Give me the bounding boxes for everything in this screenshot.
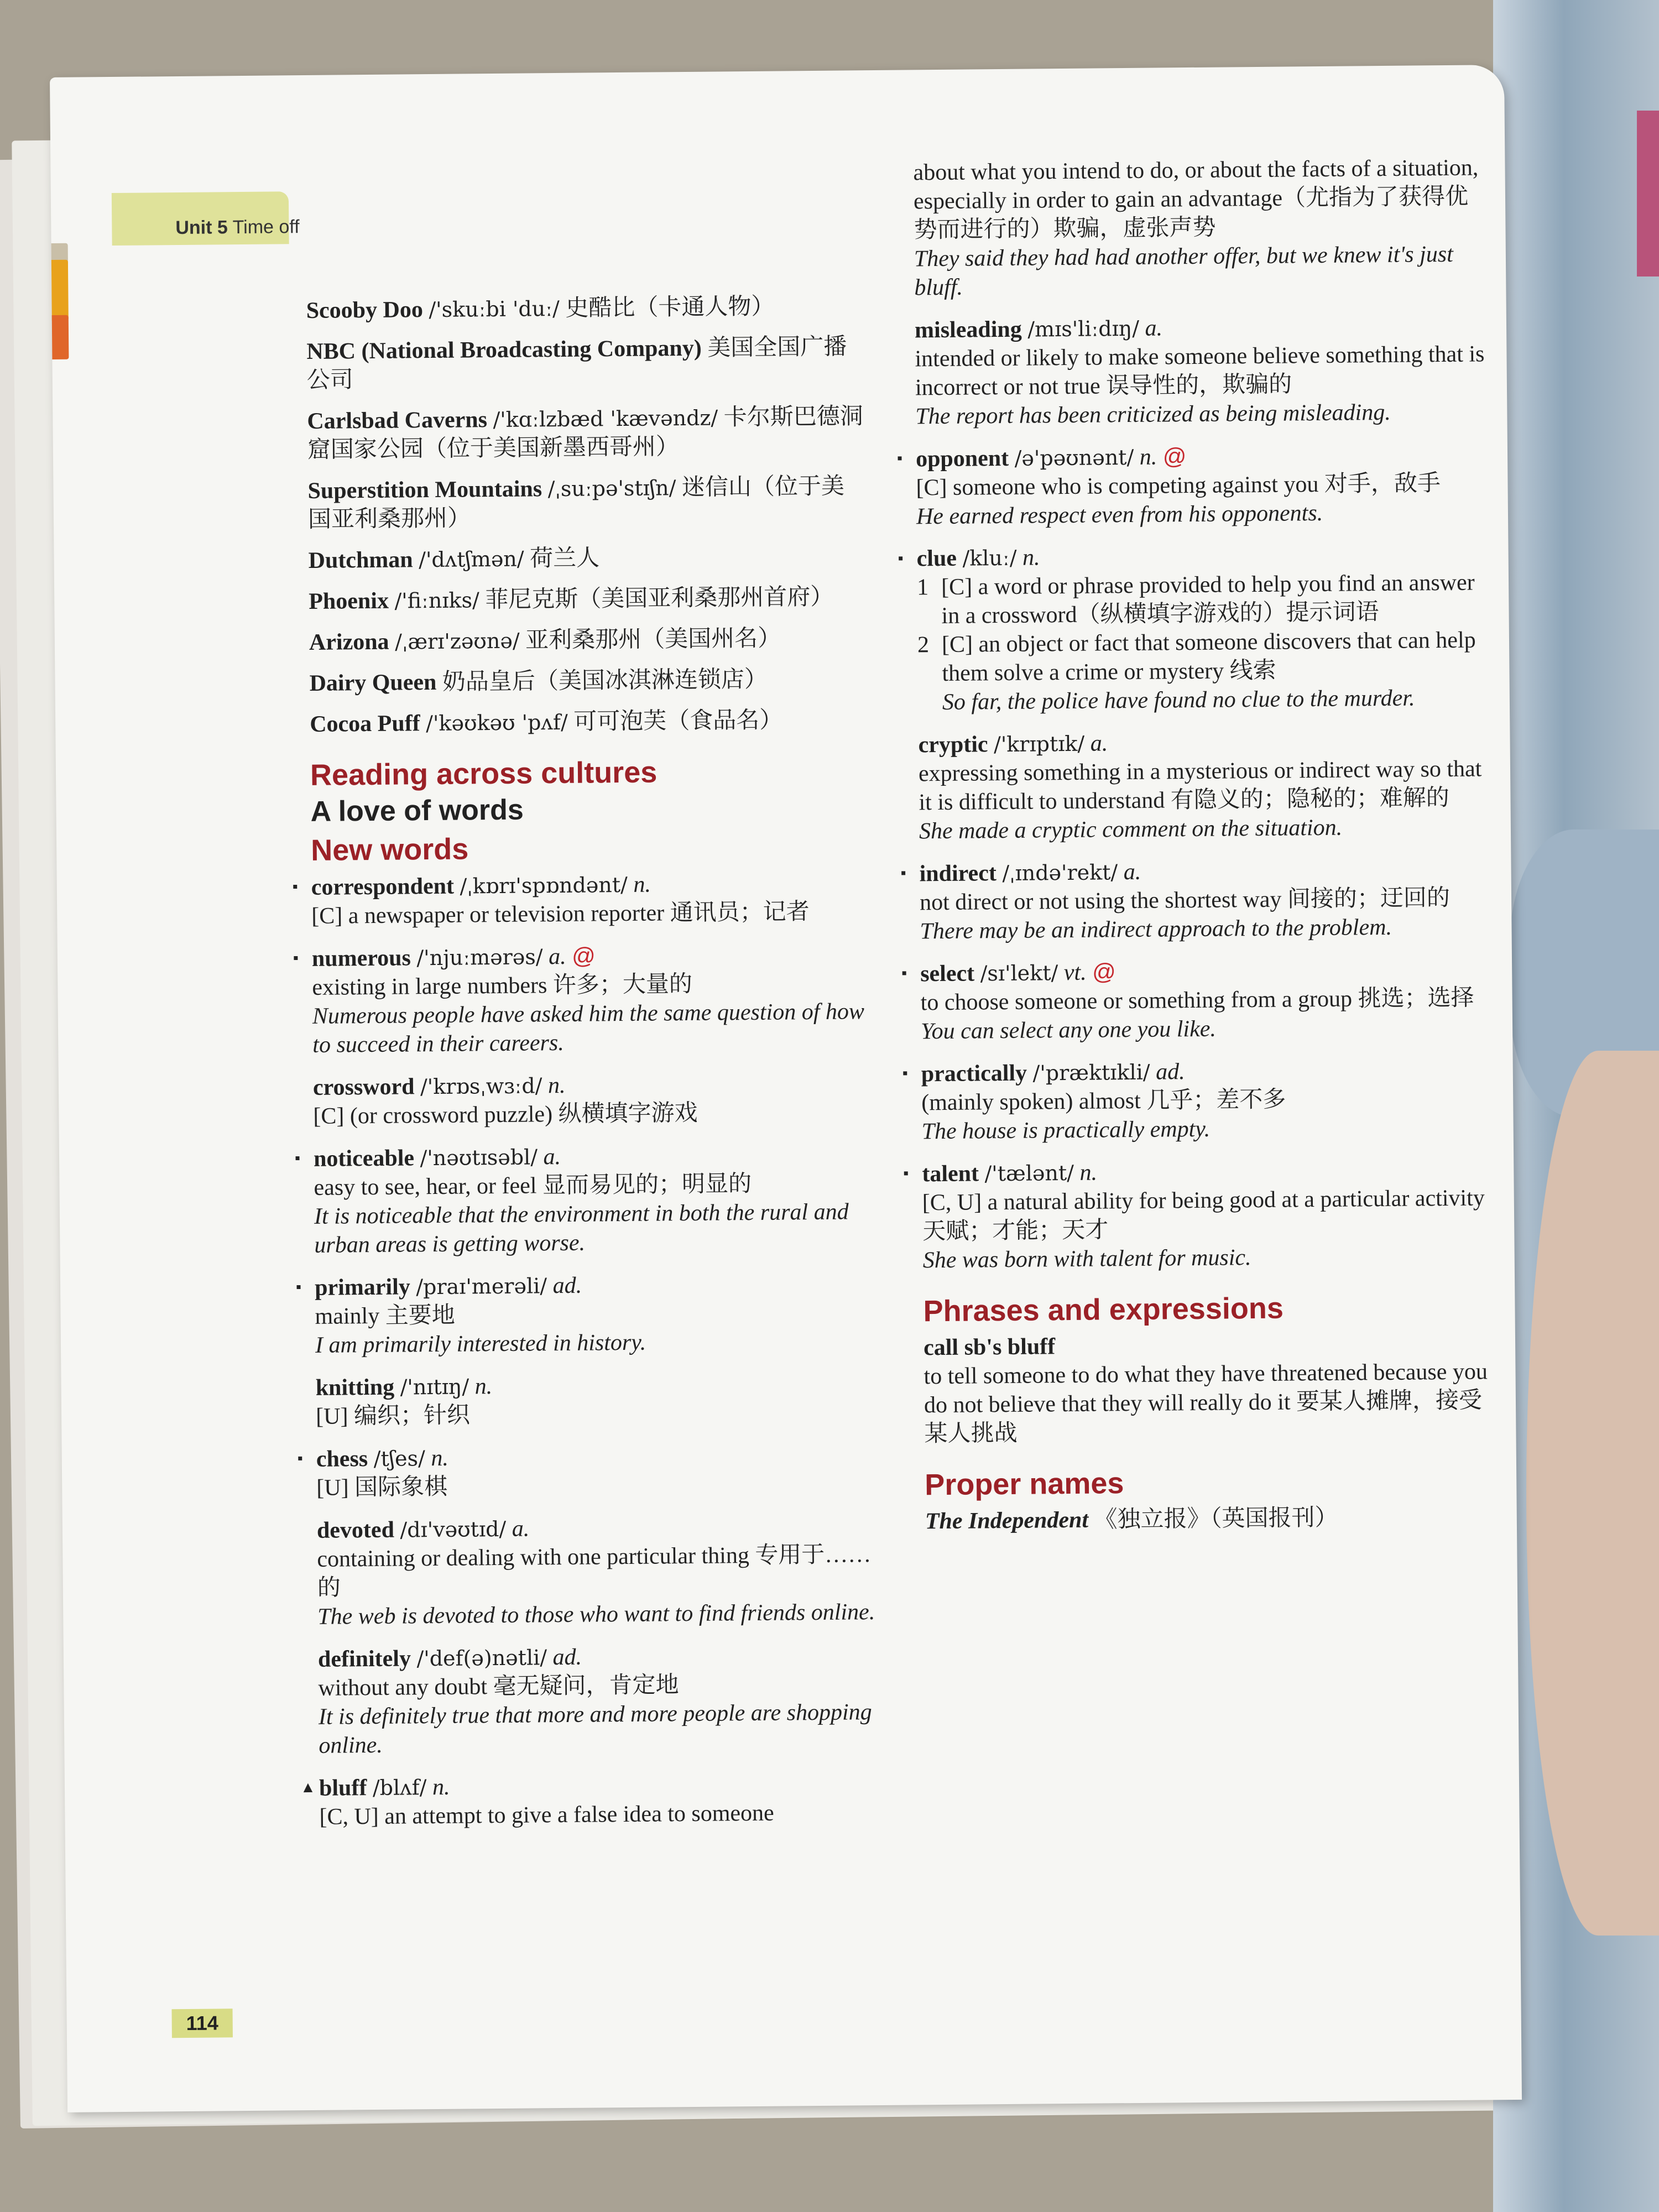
proper-name-en: Arizona	[309, 629, 389, 655]
proper-name-en: The Independent	[925, 1507, 1089, 1535]
entry-pos: vt.	[1063, 959, 1087, 986]
dictionary-entry	[902, 1054, 1497, 1146]
proper-name-en: Dutchman	[308, 547, 413, 573]
dictionary-entry	[313, 1068, 872, 1131]
proper-name-zh: 奶品皇后（美国冰淇淋连锁店）	[442, 666, 768, 695]
entry-at-icon: @	[1092, 958, 1116, 985]
unit-header	[175, 216, 300, 239]
entry-headword: knitting	[315, 1374, 395, 1401]
proper-name-item	[310, 705, 868, 739]
entry-pos: a.	[543, 1144, 561, 1170]
entry-headword: correspondent	[311, 873, 455, 900]
proper-name-pronunciation: /ˌsuːpə'stɪʃn/	[547, 476, 676, 502]
unit-number: Unit 5	[175, 217, 228, 239]
entry-pos: n.	[547, 1072, 566, 1099]
entry-at-icon: @	[571, 942, 596, 969]
entry-pos: n.	[633, 872, 651, 898]
entry-pronunciation: /ˌɪndə'rekt/	[1002, 860, 1118, 886]
proper-name-item	[306, 291, 864, 325]
proper-name-zh: 菲尼克斯（美国亚利桑那州首府）	[485, 584, 834, 613]
entry-definition: [C] (or crossword puzzle) 纵横填字游戏	[313, 1100, 698, 1129]
sense-number: 1	[916, 575, 929, 601]
proper-name-pronunciation: /'fiːnɪks/	[394, 588, 480, 613]
entry-headword: primarily	[314, 1274, 410, 1301]
entry-headword: cryptic	[918, 732, 988, 758]
entry-example: She made a cryptic comment on the situation.	[919, 815, 1343, 844]
entry-clue	[898, 539, 1493, 717]
entry-headword: misleading	[914, 316, 1022, 343]
clue-sense	[917, 568, 1493, 630]
proper-name-zh: 可可泡芙（食品名）	[573, 707, 783, 735]
entry-headword: bluff	[319, 1775, 367, 1801]
entry-bullet: ▪	[898, 550, 904, 567]
sense-example: So far, the police have found no clue to the murder.	[942, 685, 1415, 715]
proper-name-zh: 史酷比（卡通人物）	[565, 294, 775, 321]
entry-headword: talent	[922, 1161, 979, 1187]
entry-example: The house is practically empty.	[921, 1116, 1211, 1145]
entry-example: The web is devoted to those who want to find friends online.	[317, 1599, 875, 1630]
proper-name-en: Cocoa Puff	[310, 711, 420, 737]
proper-name-zh: 荷兰人	[529, 545, 600, 572]
proper-name-item	[306, 332, 865, 395]
proper-name-pronunciation: /'dʌtʃmən/	[418, 546, 524, 572]
dictionary-entry	[294, 1139, 873, 1260]
proper-name-item	[309, 582, 867, 616]
proper-name-zh: 卡尔斯巴德洞窟国家公园（位于美国新墨西哥州）	[307, 404, 863, 463]
entry-pronunciation: /'nɪtɪŋ/	[400, 1374, 469, 1400]
entry-example: She was born with talent for music.	[922, 1245, 1251, 1274]
entry-pronunciation: /'def(ə)nətli/	[416, 1645, 547, 1671]
entry-pos: a.	[512, 1516, 530, 1542]
entry-pos: n.	[1139, 444, 1157, 470]
entry-pronunciation: /ə'pəʊnənt/	[1014, 445, 1134, 471]
entries-right	[896, 310, 1491, 531]
entry-example: It is definitely true that more and more people are shopping online.	[318, 1699, 872, 1759]
entry-definition: without any doubt 毫无疑问，肯定地	[318, 1672, 679, 1701]
entry-bullet: ▪	[900, 864, 906, 882]
entry-bullet: ▪	[297, 1450, 303, 1468]
dictionary-entry	[900, 854, 1495, 946]
clue-senses	[917, 568, 1493, 717]
proper-name-item	[307, 402, 866, 465]
entry-definition: existing in large numbers 许多；大量的	[312, 971, 693, 1000]
entry-pronunciation: /tʃes/	[373, 1446, 426, 1471]
entry-headword: indirect	[919, 860, 997, 887]
proper-name-en: Scooby Doo	[306, 297, 424, 324]
entry-pronunciation: /mɪs'liːdɪŋ/	[1027, 316, 1140, 342]
entry-headword: select	[920, 961, 975, 987]
entry-bullet: ▪	[902, 1065, 908, 1082]
proper-name-en: Dairy Queen	[309, 669, 437, 696]
entry-bullet: ▪	[293, 950, 299, 967]
entry-definition: [U] 国际象棋	[316, 1474, 448, 1501]
entry-headword: practically	[921, 1060, 1027, 1087]
entry-pronunciation: /'tælənt/	[984, 1160, 1074, 1186]
entry-definition: (mainly spoken) almost 几乎；差不多	[921, 1087, 1286, 1116]
dictionary-entry	[318, 1640, 878, 1760]
entry-pos: a.	[1123, 859, 1141, 885]
entry-headword: devoted	[316, 1517, 395, 1543]
entry-example: He earned respect even from his opponents.	[916, 500, 1323, 530]
entry-pos: n.	[431, 1445, 449, 1472]
entry-pronunciation: /sɪ'lekt/	[980, 961, 1058, 986]
entry-bullet: ▪	[901, 964, 907, 982]
proper-name-en: Superstition Mountains	[307, 476, 542, 504]
proper-name-zh: 迷信山（位于美国亚利桑那州）	[307, 473, 845, 533]
proper-name-zh: 美国全国广播公司	[306, 334, 847, 393]
phrase-headword: call sb's bluff	[923, 1334, 1056, 1361]
proper-name-pronunciation: /'skuːbi 'duː/	[429, 296, 560, 322]
section-heading-phrases: Phrases and expressions	[923, 1291, 1284, 1328]
entry-bullet: ▪	[295, 1279, 302, 1296]
proper-name-item	[309, 623, 868, 657]
entry-definition: easy to see, hear, or feel 显而易见的；明显的	[314, 1171, 752, 1201]
dictionary-entry	[903, 1154, 1498, 1275]
entry-definition: mainly 主要地	[315, 1302, 455, 1329]
side-tab	[50, 315, 69, 359]
entry-pos: a.	[1090, 731, 1108, 757]
entry-example: I am primarily interested in history.	[315, 1329, 646, 1358]
entry-bullet: ▪	[292, 878, 298, 896]
entry-definition: not direct or not using the shortest way 间接的；迂回的	[919, 885, 1451, 916]
entry-pos: n.	[474, 1374, 493, 1400]
entry-bullet: ▲	[300, 1778, 316, 1797]
entry-bullet: ▪	[896, 450, 903, 467]
entry-example: It is noticeable that the environment in both the rural and urban areas is getting worse.	[314, 1199, 849, 1258]
dictionary-entry	[896, 439, 1491, 531]
entry-headword: chess	[316, 1446, 368, 1472]
entry-pronunciation: /kluː/	[962, 545, 1017, 571]
proper-name-en: Carlsbad Caverns	[307, 407, 488, 434]
entry-definition: intended or likely to make someone believe something that is incorrect or not true 误导性的，欺骗的	[915, 341, 1485, 401]
clue-sense	[917, 625, 1493, 717]
proper-name-zh: 《独立报》（英国报刊）	[1094, 1505, 1338, 1533]
entry-definition: [C, U] an attempt to give a false idea to someone	[319, 1800, 774, 1830]
sense-number: 2	[917, 632, 930, 658]
entry-definition: about what you intend to do, or about the facts of a situation, especially in order to gain an advantage（尤指为了获得优势而进行的）欺骗，虚张声势	[913, 155, 1479, 243]
proper-name-bottom	[925, 1502, 1500, 1536]
entry-definition: [C] a newspaper or television reporter 通讯员；记者	[311, 899, 810, 929]
sense-definition: [C] an object or fact that someone discovers that can help them solve a crime or mystery 线索	[941, 627, 1476, 686]
proper-name-pronunciation: /'kəʊkəʊ 'pʌf/	[425, 709, 568, 736]
entry-pos: n.	[1022, 545, 1040, 571]
dictionary-entry	[293, 939, 872, 1060]
dictionary-entry	[317, 1511, 877, 1631]
entry-pos: ad.	[552, 1644, 582, 1671]
section-heading-proper-names: Proper names	[925, 1467, 1124, 1502]
book-page	[50, 65, 1522, 2112]
proper-name-pronunciation: /ˌærɪ'zəʊnə/	[394, 628, 520, 654]
entry-pronunciation: /'njuːmərəs/	[416, 945, 543, 971]
entry-bullet: ▪	[903, 1165, 909, 1182]
entry-headword: definitely	[317, 1646, 411, 1672]
proper-name-item	[307, 472, 867, 534]
right-column	[896, 153, 1500, 1536]
entry-at-icon: @	[1162, 443, 1187, 469]
entry-definition: to choose someone or something from a group 挑选；选择	[920, 985, 1474, 1016]
dictionary-entry	[300, 1768, 878, 1832]
entry-pronunciation: /praɪ'merəli/	[416, 1274, 547, 1300]
dictionary-entry	[915, 310, 1491, 431]
entry-pos: n.	[432, 1774, 450, 1801]
entry-pronunciation: /dɪ'vəʊtɪd/	[400, 1516, 507, 1542]
proper-name-pronunciation: /'kɑːlzbæd 'kævəndz/	[493, 405, 718, 432]
proper-name-item	[308, 541, 867, 575]
entry-definition: containing or dealing with one particular thing 专用于……的	[317, 1542, 872, 1601]
entry-pronunciation: /'krɒsˌwɜːd/	[420, 1073, 542, 1099]
dictionary-entry	[901, 954, 1496, 1046]
entries-left	[292, 868, 878, 1832]
phrase-definition: to tell someone to do what they have threatened because you do not believe that they will really do it 要某人摊牌，接受某人挑战	[924, 1359, 1488, 1447]
reading-title: A love of words	[310, 794, 524, 828]
entry-definition: expressing something in a mysterious or indirect way so that it is difficult to understand 有隐义的；隐秘的；难解的	[918, 756, 1482, 816]
entry-pos: ad.	[1155, 1059, 1185, 1085]
entry-bullet: ▪	[294, 1150, 301, 1167]
proper-names-list	[306, 291, 868, 739]
entry-pos: n.	[1079, 1160, 1098, 1186]
entry-definition: [U] 编织；针织	[315, 1402, 471, 1430]
entry-example: Numerous people have asked him the same question of how to succeed in their careers.	[312, 999, 865, 1058]
entry-pronunciation: /'præktɪkli/	[1032, 1060, 1150, 1086]
entry-definition: [C] someone who is competing against you 对手，敌手	[916, 471, 1441, 501]
page-number: 114	[171, 2008, 232, 2038]
entry-headword: clue	[916, 545, 957, 572]
entry-pos: ad.	[552, 1272, 582, 1299]
phrase-entry	[924, 1328, 1500, 1448]
entry-headword: numerous	[311, 945, 411, 972]
proper-name-zh: 亚利桑那州（美国州名）	[525, 625, 781, 654]
dictionary-entry	[297, 1439, 875, 1503]
entry-pos: a.	[1145, 315, 1163, 341]
entry-pronunciation: /ˌkɒrɪ'spɒndənt/	[460, 872, 628, 899]
entry-headword: opponent	[915, 445, 1009, 472]
entries-right-2	[900, 725, 1498, 1275]
entry-headword: noticeable	[313, 1145, 415, 1172]
facing-page-accent	[1637, 111, 1659, 276]
entry-headword: crossword	[312, 1074, 415, 1100]
entry-example: The report has been criticized as being misleading.	[915, 399, 1391, 430]
dictionary-entry	[918, 725, 1494, 846]
side-tab	[50, 260, 69, 321]
entry-example: You can select any one you like.	[920, 1016, 1217, 1045]
dictionary-entry	[292, 868, 870, 931]
entry-example: There may be an indirect approach to the problem.	[920, 914, 1392, 945]
dictionary-entry	[295, 1268, 874, 1360]
section-heading-reading: Reading across cultures	[310, 755, 658, 792]
unit-title: Time off	[232, 216, 300, 238]
bluff-continued	[913, 153, 1489, 302]
sense-definition: [C] a word or phrase provided to help you find an answer in a crossword（纵横填字游戏的）提示词语	[941, 570, 1475, 629]
entry-example: They said they had had another offer, but we knew it's just bluff.	[914, 241, 1453, 301]
dictionary-entry	[315, 1368, 874, 1431]
entry-pronunciation: /'krɪptɪk/	[993, 731, 1085, 757]
proper-name-item	[309, 664, 868, 698]
entry-pronunciation: /blʌf/	[372, 1775, 427, 1801]
left-column	[292, 291, 878, 1845]
entry-definition: [C, U] a natural ability for being good at a particular activity 天赋；才能；天才	[922, 1185, 1485, 1245]
entry-pos: a.	[548, 943, 566, 970]
entry-pronunciation: /'nəʊtɪsəbl/	[420, 1145, 538, 1171]
proper-name-en: NBC (National Broadcasting Company)	[306, 335, 702, 364]
proper-name-en: Phoenix	[309, 588, 389, 614]
section-heading-new-words: New words	[310, 832, 469, 867]
